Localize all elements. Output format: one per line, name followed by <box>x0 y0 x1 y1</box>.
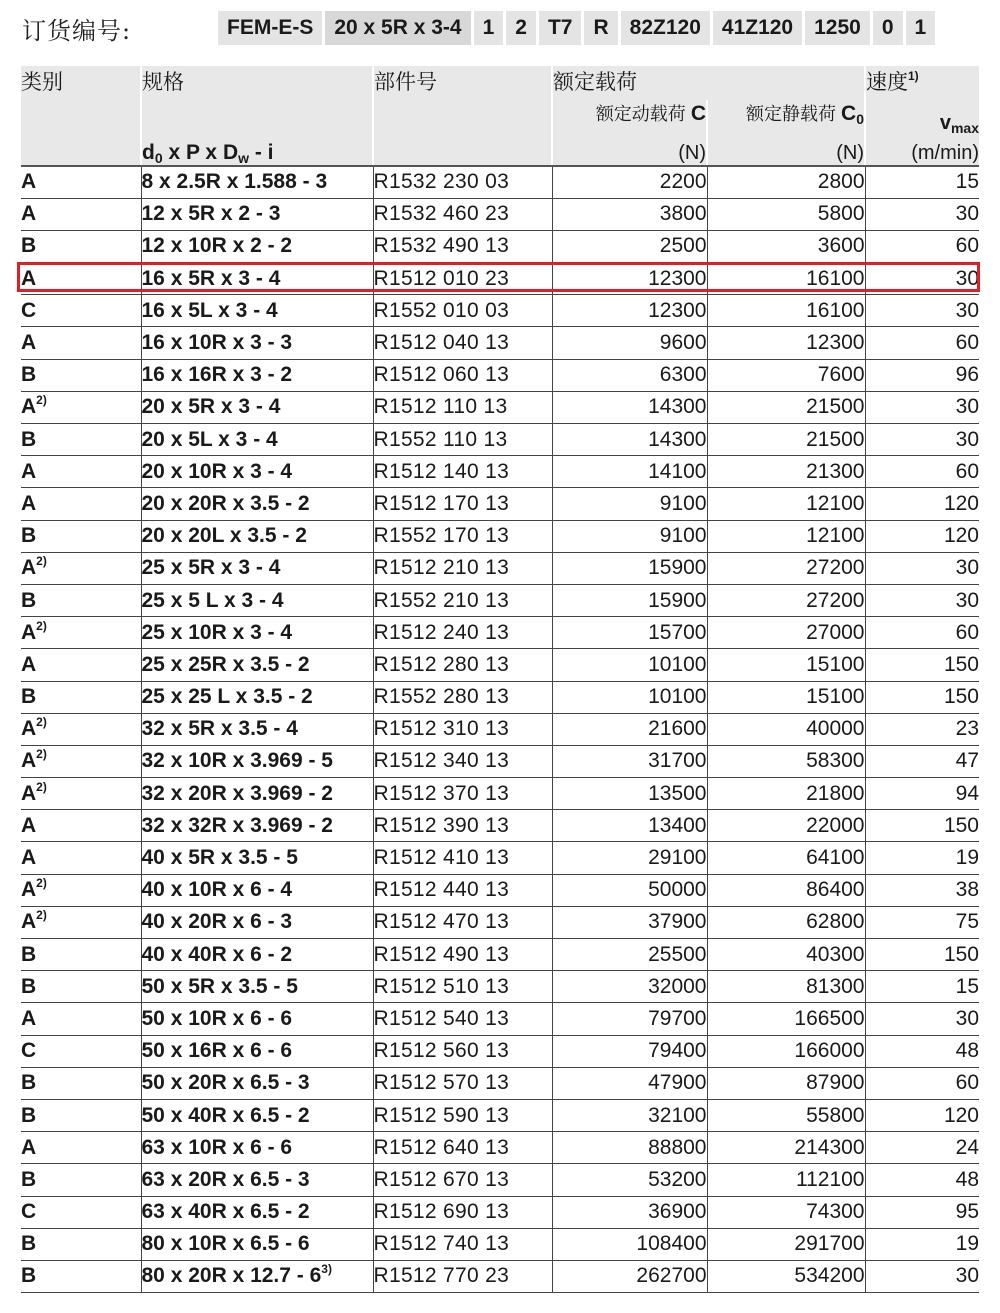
table-row <box>21 424 979 456</box>
cell-static-load: 12100 <box>707 520 865 552</box>
order-code-segment: 82Z120 <box>621 11 710 45</box>
table-row <box>21 874 979 906</box>
table-row <box>21 842 979 874</box>
cell-dynamic-load: 37900 <box>552 906 707 938</box>
cell-dynamic-load: 32000 <box>552 971 707 1003</box>
cell-category: A <box>21 198 141 230</box>
cell-static-load: 2800 <box>707 166 865 198</box>
cell-dynamic-load: 25500 <box>552 939 707 971</box>
header-load: 额定载荷 <box>552 66 865 100</box>
cell-dynamic-load: 15900 <box>552 552 707 584</box>
cell-part-number: R1512 390 13 <box>373 810 552 842</box>
cell-static-load: 7600 <box>707 359 865 391</box>
cell-vmax: 38 <box>865 874 979 906</box>
cell-part-number: R1512 490 13 <box>373 939 552 971</box>
cell-static-load: 21800 <box>707 778 865 810</box>
cell-vmax: 95 <box>865 1196 979 1228</box>
cell-part-number: R1552 010 03 <box>373 295 552 327</box>
cell-static-load: 81300 <box>707 971 865 1003</box>
cell-part-number: R1512 470 13 <box>373 906 552 938</box>
cell-category: A <box>21 166 141 198</box>
table-row <box>21 520 979 552</box>
cell-static-load: 15100 <box>707 681 865 713</box>
table-row <box>21 552 979 584</box>
cell-part-number: R1512 770 23 <box>373 1260 552 1292</box>
cell-vmax: 24 <box>865 1132 979 1164</box>
cell-vmax: 30 <box>865 1260 979 1292</box>
cell-dynamic-load: 2200 <box>552 166 707 198</box>
cell-dynamic-load: 9100 <box>552 520 707 552</box>
cell-category: B <box>21 1260 141 1292</box>
table-row <box>21 1003 979 1035</box>
cell-spec: 40 x 20R x 6 - 3 <box>141 906 373 938</box>
cell-static-load: 16100 <box>707 263 865 295</box>
cell-static-load: 40300 <box>707 939 865 971</box>
cell-spec: 16 x 5L x 3 - 4 <box>141 295 373 327</box>
header-static-load: 额定静载荷 $C_0$ <box>707 100 865 132</box>
cell-category: $A^{2)}$ <box>21 874 141 906</box>
cell-spec: 63 x 20R x 6.5 - 3 <box>141 1164 373 1196</box>
cell-category: B <box>21 584 141 616</box>
cell-part-number: R1552 210 13 <box>373 584 552 616</box>
cell-category: B <box>21 230 141 262</box>
cell-vmax: 120 <box>865 488 979 520</box>
table-row <box>21 488 979 520</box>
cell-static-load: 21500 <box>707 391 865 423</box>
cell-spec: 50 x 40R x 6.5 - 2 <box>141 1099 373 1131</box>
cell-part-number: R1512 110 13 <box>373 391 552 423</box>
table-row <box>21 1132 979 1164</box>
cell-part-number: R1512 570 13 <box>373 1067 552 1099</box>
table-row <box>21 810 979 842</box>
order-code-segment: 1250 <box>805 11 870 45</box>
cell-vmax: 30 <box>865 584 979 616</box>
header-static-unit: (N) <box>707 132 865 166</box>
cell-vmax: 30 <box>865 263 979 295</box>
cell-static-load: 5800 <box>707 198 865 230</box>
cell-static-load: 112100 <box>707 1164 865 1196</box>
cell-part-number: R1512 440 13 <box>373 874 552 906</box>
cell-static-load: 3600 <box>707 230 865 262</box>
cell-vmax: 15 <box>865 166 979 198</box>
cell-part-number: R1512 590 13 <box>373 1099 552 1131</box>
cell-vmax: 30 <box>865 391 979 423</box>
cell-category: A <box>21 488 141 520</box>
cell-part-number: R1532 460 23 <box>373 198 552 230</box>
cell-vmax: 30 <box>865 552 979 584</box>
cell-spec: 20 x 20L x 3.5 - 2 <box>141 520 373 552</box>
cell-part-number: R1512 060 13 <box>373 359 552 391</box>
table-row <box>21 745 979 777</box>
cell-category: $A^{2)}$ <box>21 617 141 649</box>
cell-category: A <box>21 1132 141 1164</box>
cell-category: A <box>21 649 141 681</box>
cell-category: A <box>21 810 141 842</box>
cell-spec: 16 x 16R x 3 - 2 <box>141 359 373 391</box>
cell-vmax: 60 <box>865 617 979 649</box>
table-row <box>21 584 979 616</box>
cell-category: B <box>21 520 141 552</box>
cell-dynamic-load: 9600 <box>552 327 707 359</box>
cell-static-load: 62800 <box>707 906 865 938</box>
cell-vmax: 15 <box>865 971 979 1003</box>
cell-vmax: 150 <box>865 681 979 713</box>
header-part-blank <box>373 132 552 166</box>
cell-vmax: 60 <box>865 327 979 359</box>
cell-spec: 80 x 10R x 6.5 - 6 <box>141 1228 373 1260</box>
table-row <box>21 359 979 391</box>
cell-vmax: 23 <box>865 713 979 745</box>
cell-part-number: R1512 140 13 <box>373 456 552 488</box>
cell-category: B <box>21 359 141 391</box>
header-dynamic-load: 额定动载荷 C <box>552 100 707 132</box>
cell-spec: 40 x 40R x 6 - 2 <box>141 939 373 971</box>
cell-static-load: 12300 <box>707 327 865 359</box>
cell-dynamic-load: 31700 <box>552 745 707 777</box>
cell-spec: 16 x 10R x 3 - 3 <box>141 327 373 359</box>
cell-dynamic-load: 50000 <box>552 874 707 906</box>
cell-vmax: 96 <box>865 359 979 391</box>
cell-dynamic-load: 10100 <box>552 681 707 713</box>
cell-dynamic-load: 32100 <box>552 1099 707 1131</box>
table-row <box>21 1228 979 1260</box>
cell-spec: 50 x 20R x 6.5 - 3 <box>141 1067 373 1099</box>
cell-dynamic-load: 53200 <box>552 1164 707 1196</box>
table-row <box>21 778 979 810</box>
cell-part-number: R1532 490 13 <box>373 230 552 262</box>
order-code-segment: 2 <box>506 11 536 45</box>
cell-category: B <box>21 939 141 971</box>
cell-part-number: R1512 240 13 <box>373 617 552 649</box>
cell-static-load: 214300 <box>707 1132 865 1164</box>
cell-part-number: R1512 410 13 <box>373 842 552 874</box>
cell-dynamic-load: 13500 <box>552 778 707 810</box>
cell-dynamic-load: 9100 <box>552 488 707 520</box>
cell-spec: 25 x 5R x 3 - 4 <box>141 552 373 584</box>
spec-table-body <box>21 166 979 1293</box>
cell-spec: 63 x 10R x 6 - 6 <box>141 1132 373 1164</box>
cell-category: $A^{2)}$ <box>21 906 141 938</box>
cell-static-load: 534200 <box>707 1260 865 1292</box>
cell-dynamic-load: 79400 <box>552 1035 707 1067</box>
cell-category: B <box>21 1164 141 1196</box>
cell-static-load: 22000 <box>707 810 865 842</box>
cell-static-load: 21500 <box>707 424 865 456</box>
cell-part-number: R1512 670 13 <box>373 1164 552 1196</box>
cell-part-number: R1552 280 13 <box>373 681 552 713</box>
table-row <box>21 166 979 198</box>
cell-spec: 40 x 10R x 6 - 4 <box>141 874 373 906</box>
cell-spec: 8 x 2.5R x 1.588 - 3 <box>141 166 373 198</box>
cell-static-load: 21300 <box>707 456 865 488</box>
cell-category: $A^{2)}$ <box>21 391 141 423</box>
cell-dynamic-load: 21600 <box>552 713 707 745</box>
cell-category: A <box>21 842 141 874</box>
header-dynamic-unit: (N) <box>552 132 707 166</box>
cell-static-load: 86400 <box>707 874 865 906</box>
cell-vmax: 19 <box>865 842 979 874</box>
cell-static-load: 40000 <box>707 713 865 745</box>
header-speed-unit: $v_{max}$ (m/min) <box>865 132 979 166</box>
cell-vmax: 150 <box>865 649 979 681</box>
cell-vmax: 75 <box>865 906 979 938</box>
cell-dynamic-load: 79700 <box>552 1003 707 1035</box>
cell-category: B <box>21 1067 141 1099</box>
cell-static-load: 27200 <box>707 552 865 584</box>
cell-spec: 12 x 5R x 2 - 3 <box>141 198 373 230</box>
cell-dynamic-load: 14300 <box>552 424 707 456</box>
cell-dynamic-load: 14300 <box>552 391 707 423</box>
cell-dynamic-load: 12300 <box>552 263 707 295</box>
cell-category: A <box>21 327 141 359</box>
cell-category: A <box>21 263 141 295</box>
cell-static-load: 58300 <box>707 745 865 777</box>
table-row <box>21 391 979 423</box>
table-row <box>21 1164 979 1196</box>
header-speed: 速度$^{1)}$ <box>865 66 979 132</box>
cell-vmax: 120 <box>865 1099 979 1131</box>
cell-part-number: R1512 560 13 <box>373 1035 552 1067</box>
cell-dynamic-load: 14100 <box>552 456 707 488</box>
table-row <box>21 198 979 230</box>
cell-category: A <box>21 1003 141 1035</box>
table-row <box>21 327 979 359</box>
cell-vmax: 30 <box>865 1003 979 1035</box>
cell-vmax: 30 <box>865 295 979 327</box>
cell-part-number: R1512 640 13 <box>373 1132 552 1164</box>
header-spec: 规格 <box>141 66 373 132</box>
cell-spec: 32 x 20R x 3.969 - 2 <box>141 778 373 810</box>
cell-spec: 20 x 5L x 3 - 4 <box>141 424 373 456</box>
cell-part-number: R1512 510 13 <box>373 971 552 1003</box>
order-code-segment: 1 <box>474 11 504 45</box>
spec-table-header <box>21 66 979 166</box>
table-row <box>21 1099 979 1131</box>
table-row <box>21 230 979 262</box>
table-row <box>21 263 979 295</box>
table-row <box>21 1035 979 1067</box>
cell-vmax: 47 <box>865 745 979 777</box>
order-code-segment: 41Z120 <box>713 11 802 45</box>
cell-static-load: 87900 <box>707 1067 865 1099</box>
cell-part-number: R1512 370 13 <box>373 778 552 810</box>
cell-category: B <box>21 424 141 456</box>
header-category-blank <box>21 132 141 166</box>
cell-vmax: 60 <box>865 456 979 488</box>
cell-dynamic-load: 108400 <box>552 1228 707 1260</box>
cell-spec: 20 x 5R x 3 - 4 <box>141 391 373 423</box>
order-code-bar <box>22 8 978 48</box>
cell-static-load: 55800 <box>707 1099 865 1131</box>
cell-vmax: 94 <box>865 778 979 810</box>
order-code-label: 订货编号: <box>22 16 132 45</box>
cell-vmax: 30 <box>865 424 979 456</box>
cell-static-load: 166500 <box>707 1003 865 1035</box>
cell-part-number: R1512 310 13 <box>373 713 552 745</box>
table-row <box>21 906 979 938</box>
header-spec-formula: $d_0$ x P x $D_w$ - i <box>141 132 373 166</box>
table-row <box>21 1067 979 1099</box>
cell-dynamic-load: 15900 <box>552 584 707 616</box>
cell-vmax: 48 <box>865 1035 979 1067</box>
cell-static-load: 27200 <box>707 584 865 616</box>
table-row <box>21 456 979 488</box>
order-code-segment: T7 <box>539 11 582 45</box>
cell-part-number: R1512 740 13 <box>373 1228 552 1260</box>
cell-category: C <box>21 1035 141 1067</box>
cell-category: $A^{2)}$ <box>21 713 141 745</box>
table-row <box>21 295 979 327</box>
cell-vmax: 150 <box>865 939 979 971</box>
table-row <box>21 1260 979 1292</box>
header-category: 类别 <box>21 66 141 132</box>
table-row <box>21 713 979 745</box>
cell-static-load: 291700 <box>707 1228 865 1260</box>
order-code-segment: 20 x 5R x 3-4 <box>325 11 470 45</box>
cell-spec: 50 x 16R x 6 - 6 <box>141 1035 373 1067</box>
cell-part-number: R1512 540 13 <box>373 1003 552 1035</box>
cell-spec: 12 x 10R x 2 - 2 <box>141 230 373 262</box>
cell-static-load: 12100 <box>707 488 865 520</box>
cell-spec: 32 x 32R x 3.969 - 2 <box>141 810 373 842</box>
cell-spec: 50 x 5R x 3.5 - 5 <box>141 971 373 1003</box>
cell-spec: 20 x 10R x 3 - 4 <box>141 456 373 488</box>
cell-dynamic-load: 47900 <box>552 1067 707 1099</box>
cell-part-number: R1552 170 13 <box>373 520 552 552</box>
cell-vmax: 150 <box>865 810 979 842</box>
cell-spec: 32 x 10R x 3.969 - 5 <box>141 745 373 777</box>
cell-dynamic-load: 15700 <box>552 617 707 649</box>
cell-part-number: R1512 040 13 <box>373 327 552 359</box>
cell-spec: 25 x 25 L x 3.5 - 2 <box>141 681 373 713</box>
table-row <box>21 939 979 971</box>
cell-vmax: 120 <box>865 520 979 552</box>
cell-vmax: 60 <box>865 1067 979 1099</box>
cell-part-number: R1512 340 13 <box>373 745 552 777</box>
cell-spec: 50 x 10R x 6 - 6 <box>141 1003 373 1035</box>
cell-spec: 63 x 40R x 6.5 - 2 <box>141 1196 373 1228</box>
cell-spec: 32 x 5R x 3.5 - 4 <box>141 713 373 745</box>
table-row <box>21 617 979 649</box>
cell-part-number: R1512 010 23 <box>373 263 552 295</box>
cell-spec: 20 x 20R x 3.5 - 2 <box>141 488 373 520</box>
cell-vmax: 30 <box>865 198 979 230</box>
cell-category: B <box>21 971 141 1003</box>
cell-vmax: 19 <box>865 1228 979 1260</box>
cell-part-number: R1512 210 13 <box>373 552 552 584</box>
table-row <box>21 971 979 1003</box>
cell-dynamic-load: 88800 <box>552 1132 707 1164</box>
cell-static-load: 64100 <box>707 842 865 874</box>
cell-category: B <box>21 1228 141 1260</box>
cell-category: $A^{2)}$ <box>21 778 141 810</box>
order-code-segment: FEM-E-S <box>218 11 322 45</box>
cell-spec: 25 x 10R x 3 - 4 <box>141 617 373 649</box>
cell-static-load: 27000 <box>707 617 865 649</box>
cell-category: A <box>21 456 141 488</box>
cell-spec: 25 x 5 L x 3 - 4 <box>141 584 373 616</box>
cell-category: $A^{2)}$ <box>21 745 141 777</box>
cell-dynamic-load: 262700 <box>552 1260 707 1292</box>
cell-vmax: 48 <box>865 1164 979 1196</box>
cell-dynamic-load: 6300 <box>552 359 707 391</box>
cell-category: C <box>21 1196 141 1228</box>
cell-dynamic-load: 29100 <box>552 842 707 874</box>
table-row <box>21 1196 979 1228</box>
cell-dynamic-load: 13400 <box>552 810 707 842</box>
cell-spec: 80 x 20R x 12.7 - 6$^{3)}$ <box>141 1260 373 1292</box>
cell-category: $A^{2)}$ <box>21 552 141 584</box>
cell-category: B <box>21 1099 141 1131</box>
cell-dynamic-load: 12300 <box>552 295 707 327</box>
order-code-segments <box>218 11 938 45</box>
cell-static-load: 74300 <box>707 1196 865 1228</box>
table-row <box>21 649 979 681</box>
order-code-segment: 1 <box>906 11 936 45</box>
cell-spec: 16 x 5R x 3 - 4 <box>141 263 373 295</box>
cell-part-number: R1532 230 03 <box>373 166 552 198</box>
cell-static-load: 16100 <box>707 295 865 327</box>
order-code-segment: R <box>584 11 617 45</box>
cell-part-number: R1552 110 13 <box>373 424 552 456</box>
cell-static-load: 15100 <box>707 649 865 681</box>
cell-spec: 40 x 5R x 3.5 - 5 <box>141 842 373 874</box>
spec-table <box>21 66 979 1293</box>
cell-category: B <box>21 681 141 713</box>
cell-dynamic-load: 3800 <box>552 198 707 230</box>
order-code-segment: 0 <box>873 11 903 45</box>
cell-dynamic-load: 10100 <box>552 649 707 681</box>
cell-category: C <box>21 295 141 327</box>
cell-vmax: 60 <box>865 230 979 262</box>
header-part: 部件号 <box>373 66 552 132</box>
cell-spec: 25 x 25R x 3.5 - 2 <box>141 649 373 681</box>
cell-static-load: 166000 <box>707 1035 865 1067</box>
cell-part-number: R1512 170 13 <box>373 488 552 520</box>
cell-dynamic-load: 36900 <box>552 1196 707 1228</box>
cell-part-number: R1512 690 13 <box>373 1196 552 1228</box>
cell-dynamic-load: 2500 <box>552 230 707 262</box>
table-row <box>21 681 979 713</box>
cell-part-number: R1512 280 13 <box>373 649 552 681</box>
